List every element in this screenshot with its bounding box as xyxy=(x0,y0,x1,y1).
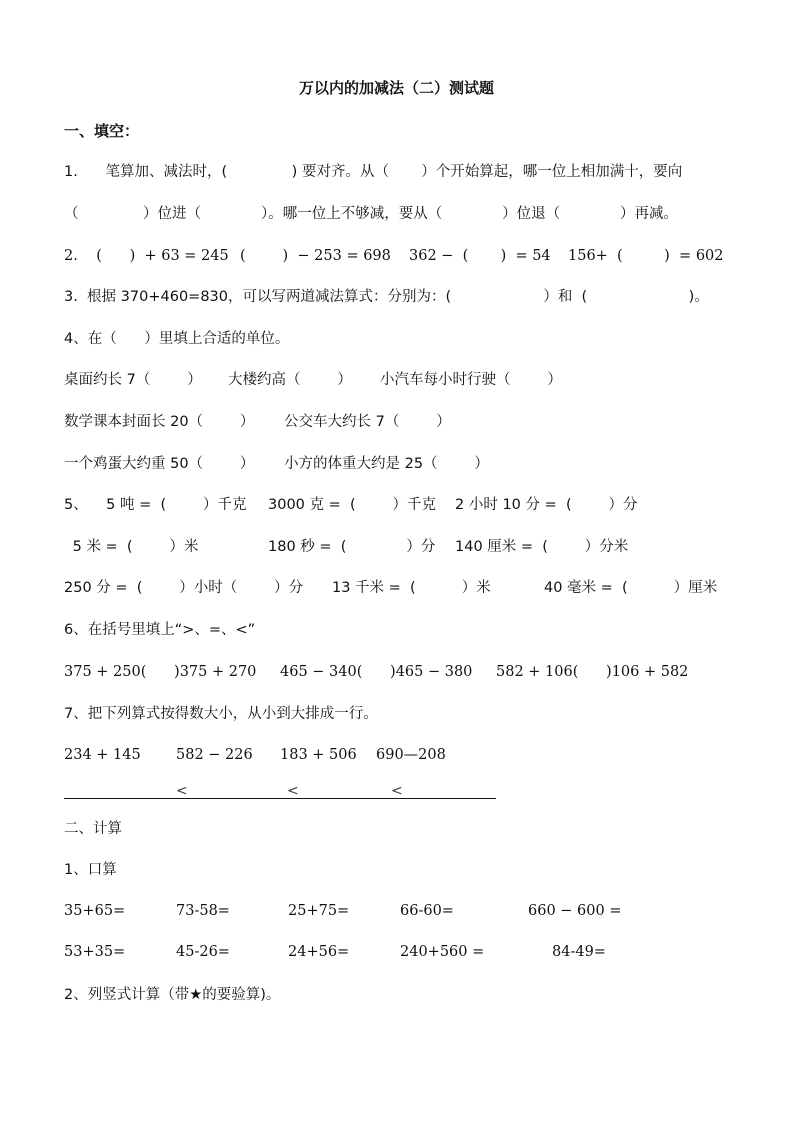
mental-math-row-1-item-2: 73-58= xyxy=(176,903,230,919)
question-1-line-1: 1. 笔算加、减法时，( ) 要对齐。从（ ）个开始算起，哪一位上相加满十，要向 xyxy=(64,164,683,180)
mental-math-row-2-item-4: 240+560 = xyxy=(400,944,485,960)
mental-math-row-1-item-1: 35+65= xyxy=(64,903,126,919)
mental-math-row-2-item-3: 24+56= xyxy=(288,944,350,960)
section-calculation-heading: 二、计算 xyxy=(64,821,122,837)
mental-math-heading: 1、口算 xyxy=(64,862,117,878)
question-2-item-4: 156+ ( ) = 602 xyxy=(568,248,724,264)
question-7-less-than-3: < xyxy=(391,783,403,799)
question-2-item-3: 362 − ( ) = 54 xyxy=(409,248,551,264)
question-7-less-than-1: < xyxy=(176,783,188,799)
question-5-row-2-item-3: 140 厘米 = ( ）分米 xyxy=(455,539,629,555)
question-5-row-2-item-2: 180 秒 = ( ）分 xyxy=(268,539,436,555)
question-4-row-2-item-2: 公交车大约长 7（ ） xyxy=(284,414,451,430)
question-7-expr-3: 183 + 506 xyxy=(280,747,357,763)
mental-math-row-2-item-2: 45-26= xyxy=(176,944,230,960)
question-5-row-2-item-1: 5 米 = ( ）米 xyxy=(68,539,199,555)
question-4-row-1-item-1: 桌面约长 7（ ） xyxy=(64,372,202,388)
question-2-item-2: ( ) − 253 = 698 xyxy=(240,248,391,264)
answer-line xyxy=(64,798,496,799)
question-4-row-1-item-3: 小汽车每小时行驶（ ） xyxy=(380,372,562,388)
question-2-item-1: 2. ( ) + 63 = 245 xyxy=(64,248,229,264)
question-6-item-3: 582 + 106( )106 + 582 xyxy=(496,664,689,680)
question-6-heading: 6、在括号里填上“>、=、<” xyxy=(64,622,256,638)
question-6-item-2: 465 − 340( )465 − 380 xyxy=(280,664,473,680)
question-7-expr-1: 234 + 145 xyxy=(64,747,141,763)
question-4-row-1-item-2: 大楼约高（ ） xyxy=(228,372,352,388)
question-7-expr-4: 690—208 xyxy=(376,747,446,763)
vertical-calculation-heading: 2、列竖式计算（带★的要验算)。 xyxy=(64,987,281,1003)
question-4-row-3-item-2: 小方的体重大约是 25（ ） xyxy=(284,456,489,472)
question-5-row-3-item-3: 40 毫米 = ( ）厘米 xyxy=(544,580,718,596)
question-5-row-3-item-2: 13 千米 = ( ）米 xyxy=(332,580,491,596)
mental-math-row-1-item-5: 660 − 600 = xyxy=(528,903,622,919)
mental-math-row-1-item-3: 25+75= xyxy=(288,903,350,919)
question-5-row-1-item-3: 2 小时 10 分 = ( ）分 xyxy=(455,497,638,513)
page-title: 万以内的加减法（二）测试题 xyxy=(298,79,494,97)
question-7-heading: 7、把下列算式按得数大小，从小到大排成一行。 xyxy=(64,706,378,722)
question-4-row-3-item-1: 一个鸡蛋大约重 50（ ） xyxy=(64,456,255,472)
question-5-row-1-item-1: 5、 5 吨 = ( ）千克 xyxy=(64,497,247,513)
question-4-heading: 4、在（ ）里填上合适的单位。 xyxy=(64,331,290,347)
question-7-less-than-2: < xyxy=(287,783,299,799)
question-5-row-1-item-2: 3000 克 = ( ）千克 xyxy=(268,497,437,513)
question-7-expr-2: 582 − 226 xyxy=(176,747,253,763)
mental-math-row-2-item-1: 53+35= xyxy=(64,944,126,960)
mental-math-row-1-item-4: 66-60= xyxy=(400,903,454,919)
question-4-row-2-item-1: 数学课本封面长 20（ ） xyxy=(64,414,255,430)
section-fill-blank-heading: 一、填空： xyxy=(64,122,140,140)
question-6-item-1: 375 + 250( )375 + 270 xyxy=(64,664,257,680)
question-1-line-2: （ ）位进（ ）。哪一位上不够减，要从（ ）位退（ ）再减。 xyxy=(64,206,679,222)
mental-math-row-2-item-5: 84-49= xyxy=(552,944,606,960)
question-5-row-3-item-1: 250 分 = ( ）小时（ ）分 xyxy=(64,580,304,596)
question-3: 3. 根据 370+460=830，可以写两道减法算式：分别为：( ）和 ( )。 xyxy=(64,289,709,305)
